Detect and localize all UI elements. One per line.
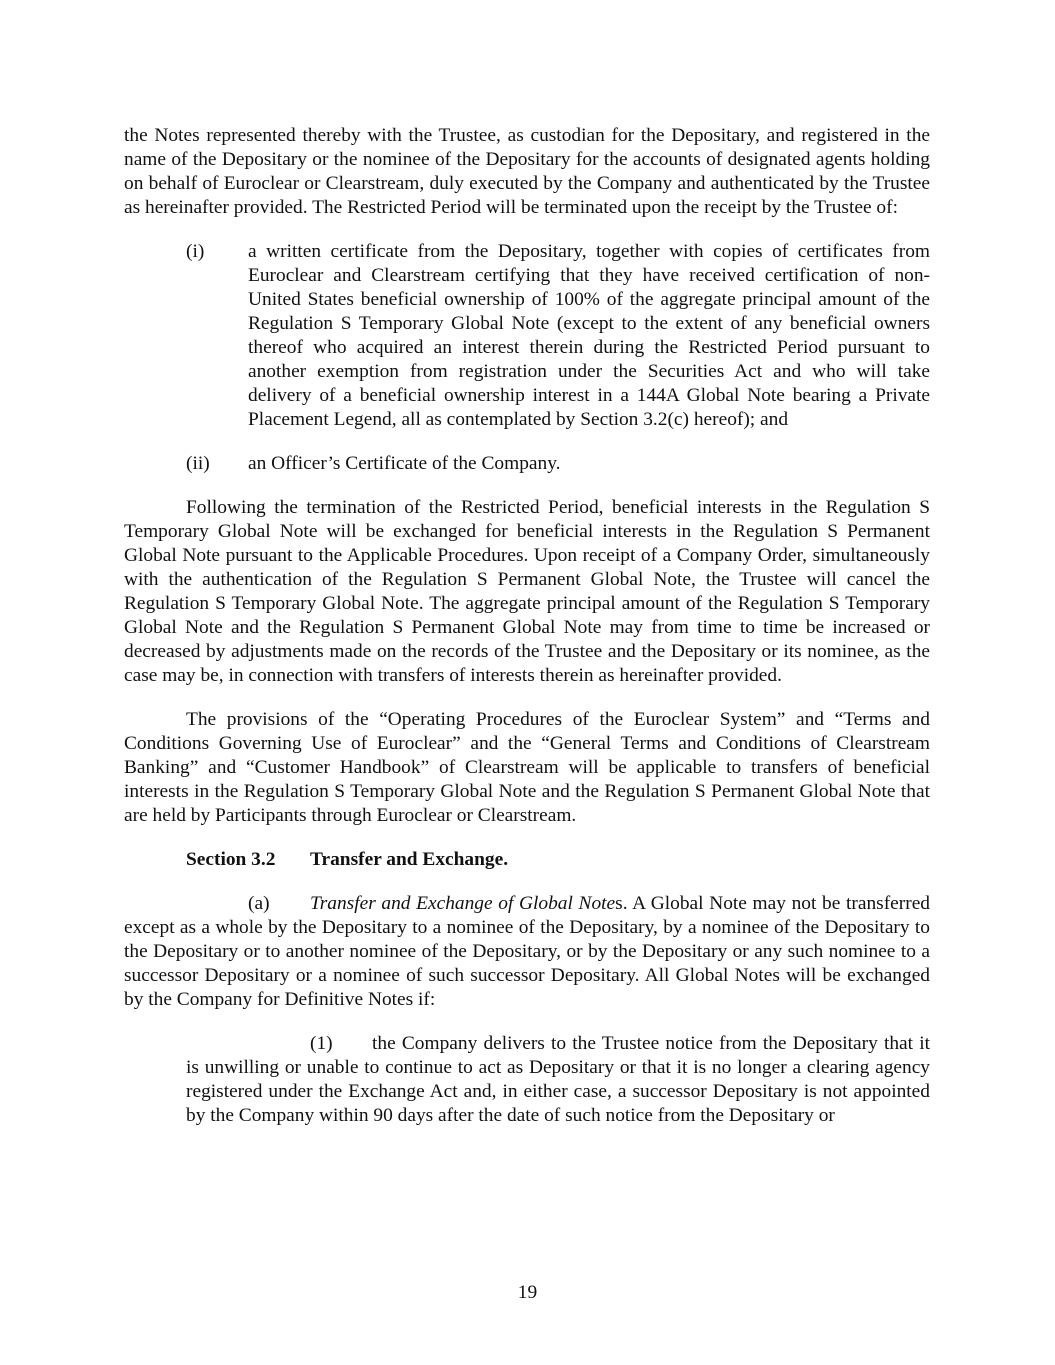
subsection-title-suffix: s bbox=[615, 893, 623, 914]
subsection-number: (a) bbox=[248, 893, 270, 914]
subsection-number: (1) bbox=[310, 1033, 333, 1054]
list-text: an Officer’s Certificate of the Company. bbox=[248, 453, 561, 474]
subsection-1 bbox=[124, 1032, 930, 1128]
page-number: 19 bbox=[517, 1282, 538, 1303]
subsection-text: . A Global Note may not be transferred except as a whole by the Depositary to a nominee of the Depositary, by a nominee of the Depositary to the Depositary or to another nominee of the Depositary, or by the Depositary or any such nominee to a successor Depositary or a nominee of such successor Depositary. All Global Notes will be exchanged by the Company for Definitive Notes if: bbox=[124, 893, 930, 1010]
paragraph-provisions: The provisions of the “Operating Procedures of the Euroclear System” and “Terms and Conditions Governing Use of Euroclear” and the “General Terms and Conditions of Clearstream Banking” and “Customer Handbook” of Clearstream will be applicable to transfers of beneficial interests in the Regulation S Temporary Global Note and the Regulation S Permanent Global Note that are held by Participants through Euroclear or Clearstream. bbox=[124, 709, 930, 826]
list-item-i bbox=[124, 240, 930, 432]
subsection-text: the Company delivers to the Trustee notice from the Depositary that it is unwilling or unable to continue to act as Depositary or that it is no longer a clearing agency registered under the Exchange Act and, in either case, a successor Depositary is not appointed by the Company within 90 days after the date of such notice from the Depositary or bbox=[186, 1033, 930, 1126]
subsection-a bbox=[124, 892, 930, 1012]
subsection-title: Transfer and Exchange of Global Note bbox=[310, 893, 616, 914]
paragraph-following-termination: Following the termination of the Restricted Period, beneficial interests in the Regulation S Temporary Global Note will be exchanged for beneficial interests in the Regulation S Permanent Global Note pursuant to the Applicable Procedures. Upon receipt of a Company Order, simultaneously with the authentication of the Regulation S Permanent Global Note, the Trustee will cancel the Regulation S Temporary Global Note. The aggregate principal amount of the Regulation S Temporary Global Note and the Regulation S Permanent Global Note may from time to time be increased or decreased by adjustments made on the records of the Trustee and the Depositary or its nominee, as the case may be, in connection with transfers of interests therein as hereinafter provided. bbox=[124, 497, 930, 686]
list-item-ii bbox=[124, 452, 930, 476]
list-text: a written certificate from the Depositary, together with copies of certificates from Euroclear and Clearstream certifying that they have received certification of non-United States beneficial ownership of 100% of the aggregate principal amount of the Regulation S Temporary Global Note (except to the extent of any beneficial owners thereof who acquired an interest therein during the Restricted Period pursuant to another exemption from registration under the Securities Act and who will take delivery of a beneficial ownership interest in a 144A Global Note bearing a Private Placement Legend, all as contemplated by Section 3.2(c) hereof); and bbox=[248, 241, 930, 430]
list-number: (i) bbox=[186, 241, 205, 262]
section-heading bbox=[124, 848, 930, 872]
document-body bbox=[124, 124, 930, 1128]
list-number: (ii) bbox=[186, 453, 210, 474]
section-number: Section 3.2 bbox=[186, 849, 276, 870]
intro-paragraph: the Notes represented thereby with the Trustee, as custodian for the Depositary, and registered in the name of the Depositary or the nominee of the Depositary for the accounts of designated agents holding on behalf of Euroclear or Clearstream, duly executed by the Company and authenticated by the Trustee as hereinafter provided. The Restricted Period will be terminated upon the receipt by the Trustee of: bbox=[124, 125, 930, 218]
section-title: Transfer and Exchange. bbox=[310, 849, 509, 870]
